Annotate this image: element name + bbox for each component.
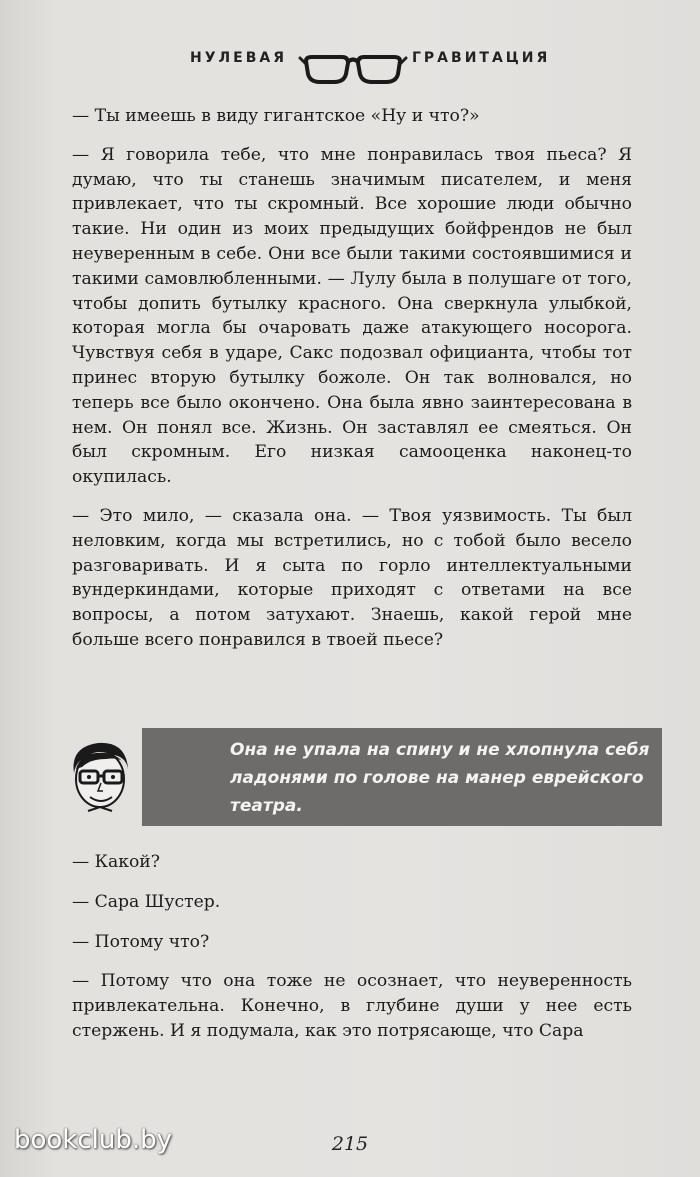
running-head-left: НУЛЕВАЯ [190,50,287,66]
paragraph: — Я говорила тебе, что мне понравилась твоя пьеса? Я думаю, что ты станешь значимым писателем, и меня привлекает, что ты скромный. Все хорошие люди обычно такие. Ни один из моих предыдущих бойфрендов не был неуверенным в себе. Они все были такими состоявшимися и такими самовлюбленными. — Лулу была в полушаге от того, чтобы допить бутылку красного. Она сверкнула улыбкой, которая могла бы очаровать даже атакующего носорога. Чувствуя себя в ударе, Сакс подозвал официанта, чтобы тот принес вторую бутылку божоле. Он так волновался, но теперь все было окончено. Она была явно заинтересована в нем. Он понял все. Жизнь. Он заставлял ее смеяться. Он был скромным. Его низкая самооценка наконец-то окупилась. [72,144,632,488]
author-portrait-icon [60,733,142,815]
glasses-icon [298,44,408,88]
body-text-top [72,104,632,667]
callout-box [142,728,662,826]
paragraph: — Сара Шустер. [72,891,221,912]
paragraph: — Это мило, — сказала она. — Твоя уязвимость. Ты был неловким, когда мы встретились, но с тобой было весело разговаривать. И я сыта по горло интеллектуальными вундеркиндами, которые приходят с ответами на все вопросы, а потом затухают. Знаешь, какой герой мне больше всего понравился в твоей пьесе? [72,505,632,650]
paragraph: — Ты имеешь в виду гигантское «Ну и что?» [72,106,480,126]
callout-text: Она не упала на спину и не хлопнула себя ладонями по голове на манер еврейского театра. [230,740,650,816]
running-head [0,44,700,88]
running-head-right: ГРАВИТАЦИЯ [412,50,551,66]
watermark-text: bookclub.by [14,1125,173,1155]
body-text-bottom [72,850,632,1059]
paragraph: — Потому что? [72,931,210,952]
paragraph: — Какой? [72,852,160,872]
paragraph: — Потому что она тоже не осознает, что неуверенность привлекательна. Конечно, в глубине души у нее есть стержень. И я подумала, как это потрясающе, что Сара [72,971,632,1041]
page-number: 215 [331,1133,369,1155]
